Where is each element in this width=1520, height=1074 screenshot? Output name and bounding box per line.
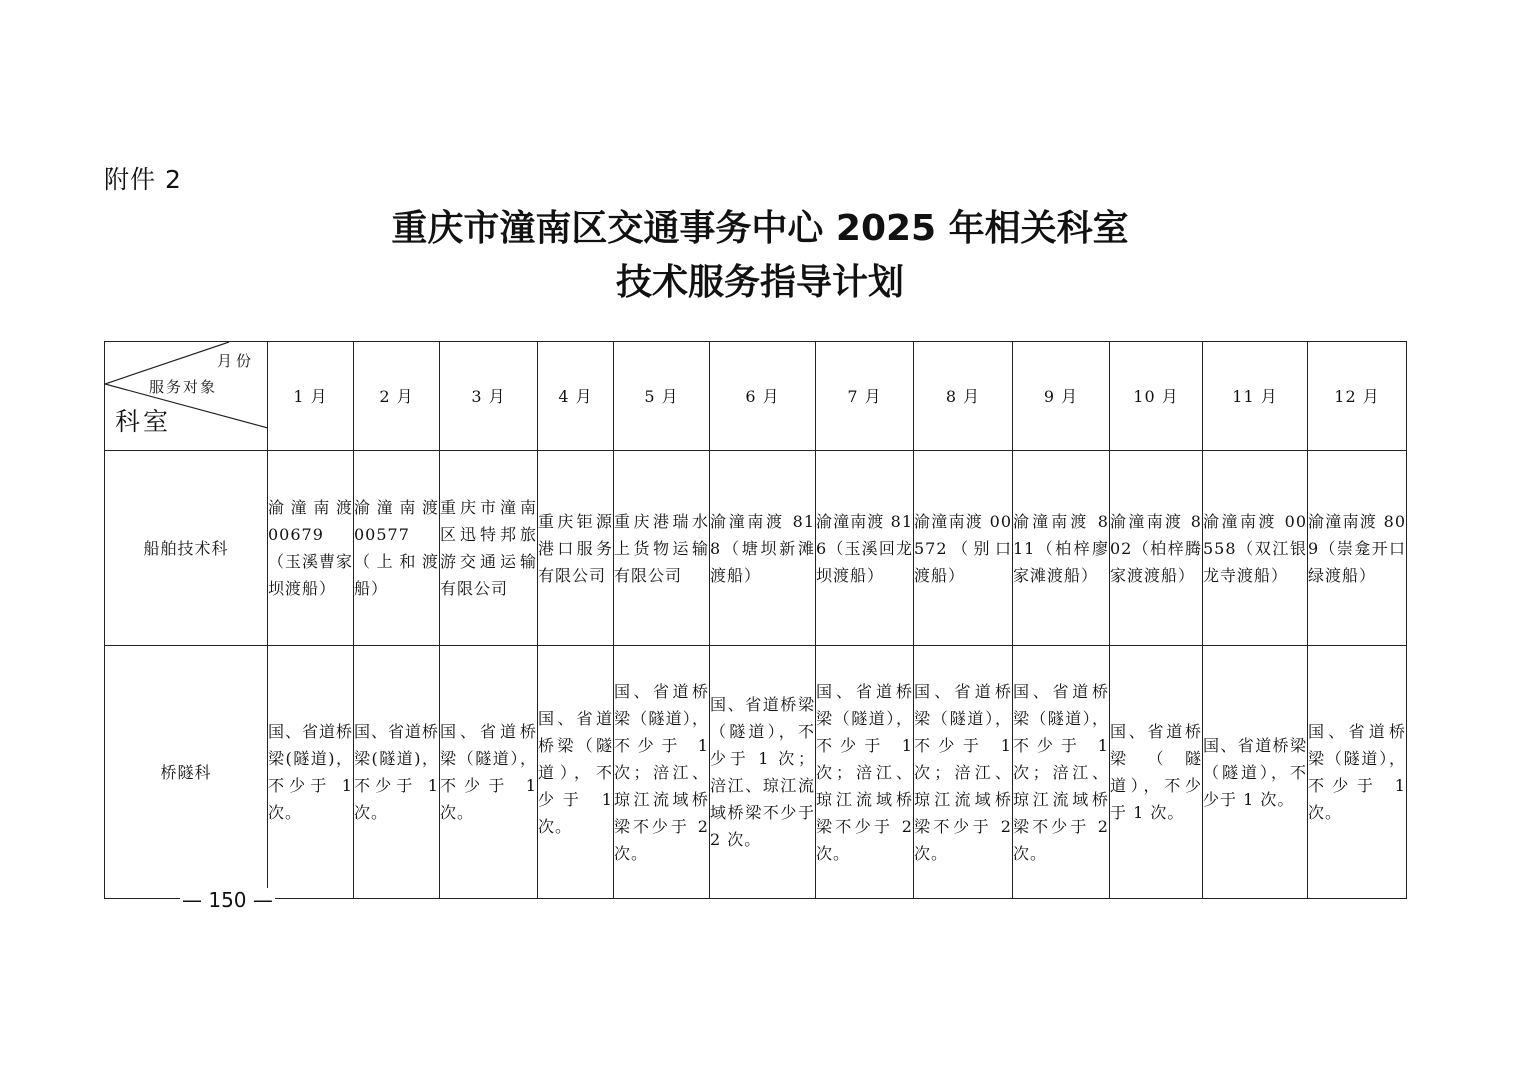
page-number: — 150 —	[182, 888, 273, 912]
diagonal-header-cell	[105, 342, 268, 451]
plan-cell: 国、省道桥梁（隧道），不少于 1 次；涪江、琼江流域桥梁不少于 2 次。	[816, 646, 914, 899]
plan-cell: 渝潼南渡 816（玉溪回龙坝渡船）	[816, 451, 914, 646]
table-row	[105, 451, 1407, 646]
month-header-cell: 12 月	[1308, 342, 1407, 451]
table-row	[105, 646, 1407, 899]
plan-cell: 重庆港瑞水上货物运输有限公司	[614, 451, 710, 646]
plan-cell: 国、省道桥梁（隧道），不少于 1 次。	[440, 646, 538, 899]
plan-cell: 渝潼南渡 00679（玉溪曹家坝渡船）	[268, 451, 354, 646]
plan-cell: 国、省道桥梁（隧道），不少于 1 次。	[1308, 646, 1407, 899]
plan-cell: 渝潼南渡 802（柏梓腾家渡渡船）	[1110, 451, 1203, 646]
dept-cell-bridge-tunnel: 桥隧科	[105, 646, 268, 899]
month-header-cell: 3 月	[440, 342, 538, 451]
plan-cell: 重庆钜源港口服务有限公司	[538, 451, 614, 646]
plan-cell: 渝潼南渡 809（崇龛开口绿渡船）	[1308, 451, 1407, 646]
plan-cell: 渝潼南渡 00577（上和渡船）	[354, 451, 440, 646]
plan-cell: 渝潼南渡 00558（双江银龙寺渡船）	[1203, 451, 1308, 646]
plan-cell: 重庆市潼南区迅特邦旅游交通运输有限公司	[440, 451, 538, 646]
plan-cell: 国、省道桥梁(隧道)，不少于 1 次。	[268, 646, 354, 899]
month-header-cell: 11 月	[1203, 342, 1308, 451]
month-header-cell: 10 月	[1110, 342, 1203, 451]
month-header-cell: 9 月	[1013, 342, 1110, 451]
plan-cell: 渝潼南渡 00572（别口渡船）	[914, 451, 1013, 646]
plan-cell: 渝潼南渡 818（塘坝新滩渡船）	[710, 451, 816, 646]
month-header-cell: 4 月	[538, 342, 614, 451]
plan-cell: 国、省道桥梁（隧道），不少于 1 次；涪江、琼江流域桥梁不少于 2 次。	[1013, 646, 1110, 899]
plan-cell: 渝潼南渡 811（柏梓廖家滩渡船）	[1013, 451, 1110, 646]
corner-month-label: 月份	[216, 352, 255, 370]
corner-service-label: 服务对象	[149, 378, 218, 396]
month-header-cell: 5 月	[614, 342, 710, 451]
corner-dept-label: 科室	[115, 407, 172, 436]
month-header-cell: 8 月	[914, 342, 1013, 451]
plan-cell: 国、省道桥梁（隧道），不少于 1 次。	[1203, 646, 1308, 899]
plan-cell: 国、省道桥梁（隧道），不少于 1 次；涪江、琼江流域桥梁不少于 2 次。	[914, 646, 1013, 899]
document-title-line1: 重庆市潼南区交通事务中心 2025 年相关科室	[391, 208, 1129, 249]
month-header-cell: 2 月	[354, 342, 440, 451]
plan-cell: 国、省道桥梁（隧道），不少于 1 次；涪江、琼江流域桥梁不少于 2 次。	[614, 646, 710, 899]
plan-cell: 国、省道桥梁（隧道），不少于 1 次；涪江、琼江流域桥梁不少于 2 次。	[710, 646, 816, 899]
month-header-cell: 6 月	[710, 342, 816, 451]
month-header-cell: 7 月	[816, 342, 914, 451]
service-plan-table	[104, 341, 1407, 899]
dept-cell-ship-tech: 船舶技术科	[105, 451, 268, 646]
plan-cell: 国、省道桥梁（隧道），不少于 1 次。	[1110, 646, 1203, 899]
plan-cell: 国、省道桥梁（隧道），不少于 1 次。	[538, 646, 614, 899]
attachment-label: 附件 2	[104, 165, 182, 194]
plan-cell: 国、省道桥梁(隧道)，不少于 1 次。	[354, 646, 440, 899]
month-header-cell: 1 月	[268, 342, 354, 451]
table-header-row	[105, 342, 1407, 451]
document-title-line2: 技术服务指导计划	[615, 262, 904, 303]
